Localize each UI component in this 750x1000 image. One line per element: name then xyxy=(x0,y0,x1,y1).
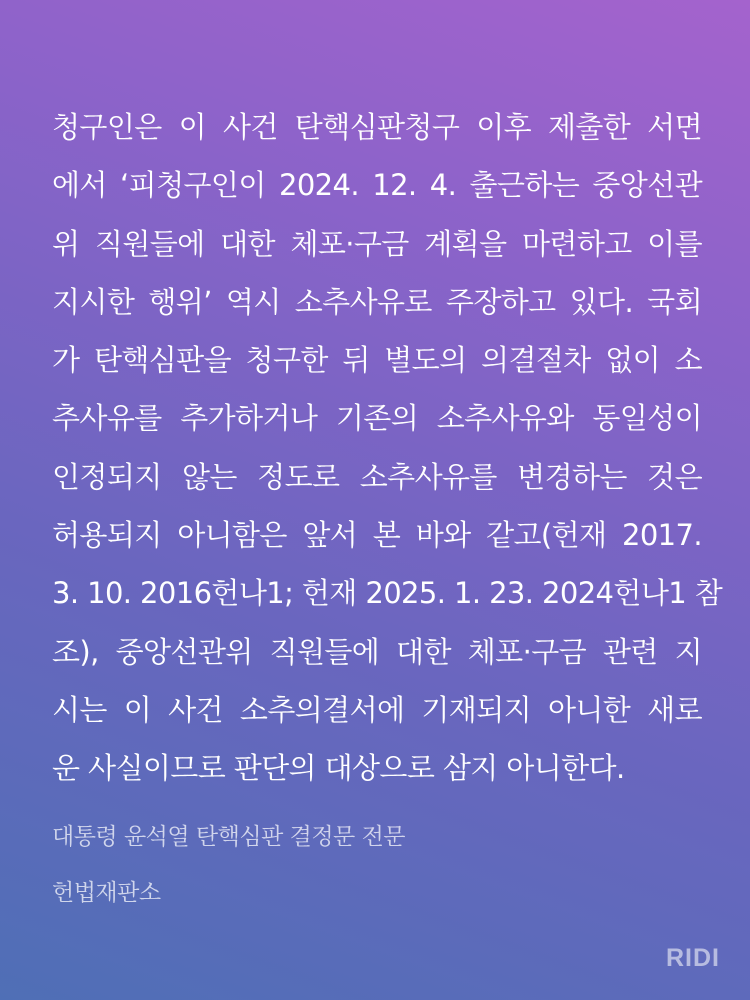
quote-line-9: 3. 10. 2016헌나1; 헌재 2025. 1. 23. 2024헌나1 참 xyxy=(52,576,723,611)
quote-line-3: 위 직원들에 대한 체포·구금 계획을 마련하고 이를 xyxy=(52,226,702,261)
quote-line-12: 운 사실이므로 판단의 대상으로 삼지 아니한다. xyxy=(52,751,625,786)
quote-line-11: 시는 이 사건 소추의결서에 기재되지 아니한 새로 xyxy=(52,692,702,727)
quote-line-7: 인정되지 않는 정도로 소추사유를 변경하는 것은 xyxy=(52,459,702,494)
quote-line-6: 추사유를 추가하거나 기존의 소추사유와 동일성이 xyxy=(52,401,702,436)
quote-line-1: 청구인은 이 사건 탄핵심판청구 이후 제출한 서면 xyxy=(52,110,702,144)
quote-line-10: 조), 중앙선관위 직원들에 대한 체포·구금 관련 지 xyxy=(52,634,702,669)
quote-text xyxy=(52,98,723,798)
quote-line-2: 에서 ‘피청구인이 2024. 12. 4. 출근하는 중앙선관 xyxy=(52,168,702,203)
quote-line-8: 허용되지 아니함은 앞서 본 바와 같고(헌재 2017. xyxy=(52,518,702,553)
quote-line-5: 가 탄핵심판을 청구한 뒤 별도의 의결절차 없이 소 xyxy=(52,343,702,378)
ridi-logo: RIDI xyxy=(666,944,720,972)
source-title: 대통령 윤석열 탄핵심판 결정문 전문 xyxy=(52,824,406,850)
source-author: 헌법재판소 xyxy=(52,880,161,906)
quote-line-4: 지시한 행위’ 역시 소추사유로 주장하고 있다. 국회 xyxy=(52,284,702,319)
